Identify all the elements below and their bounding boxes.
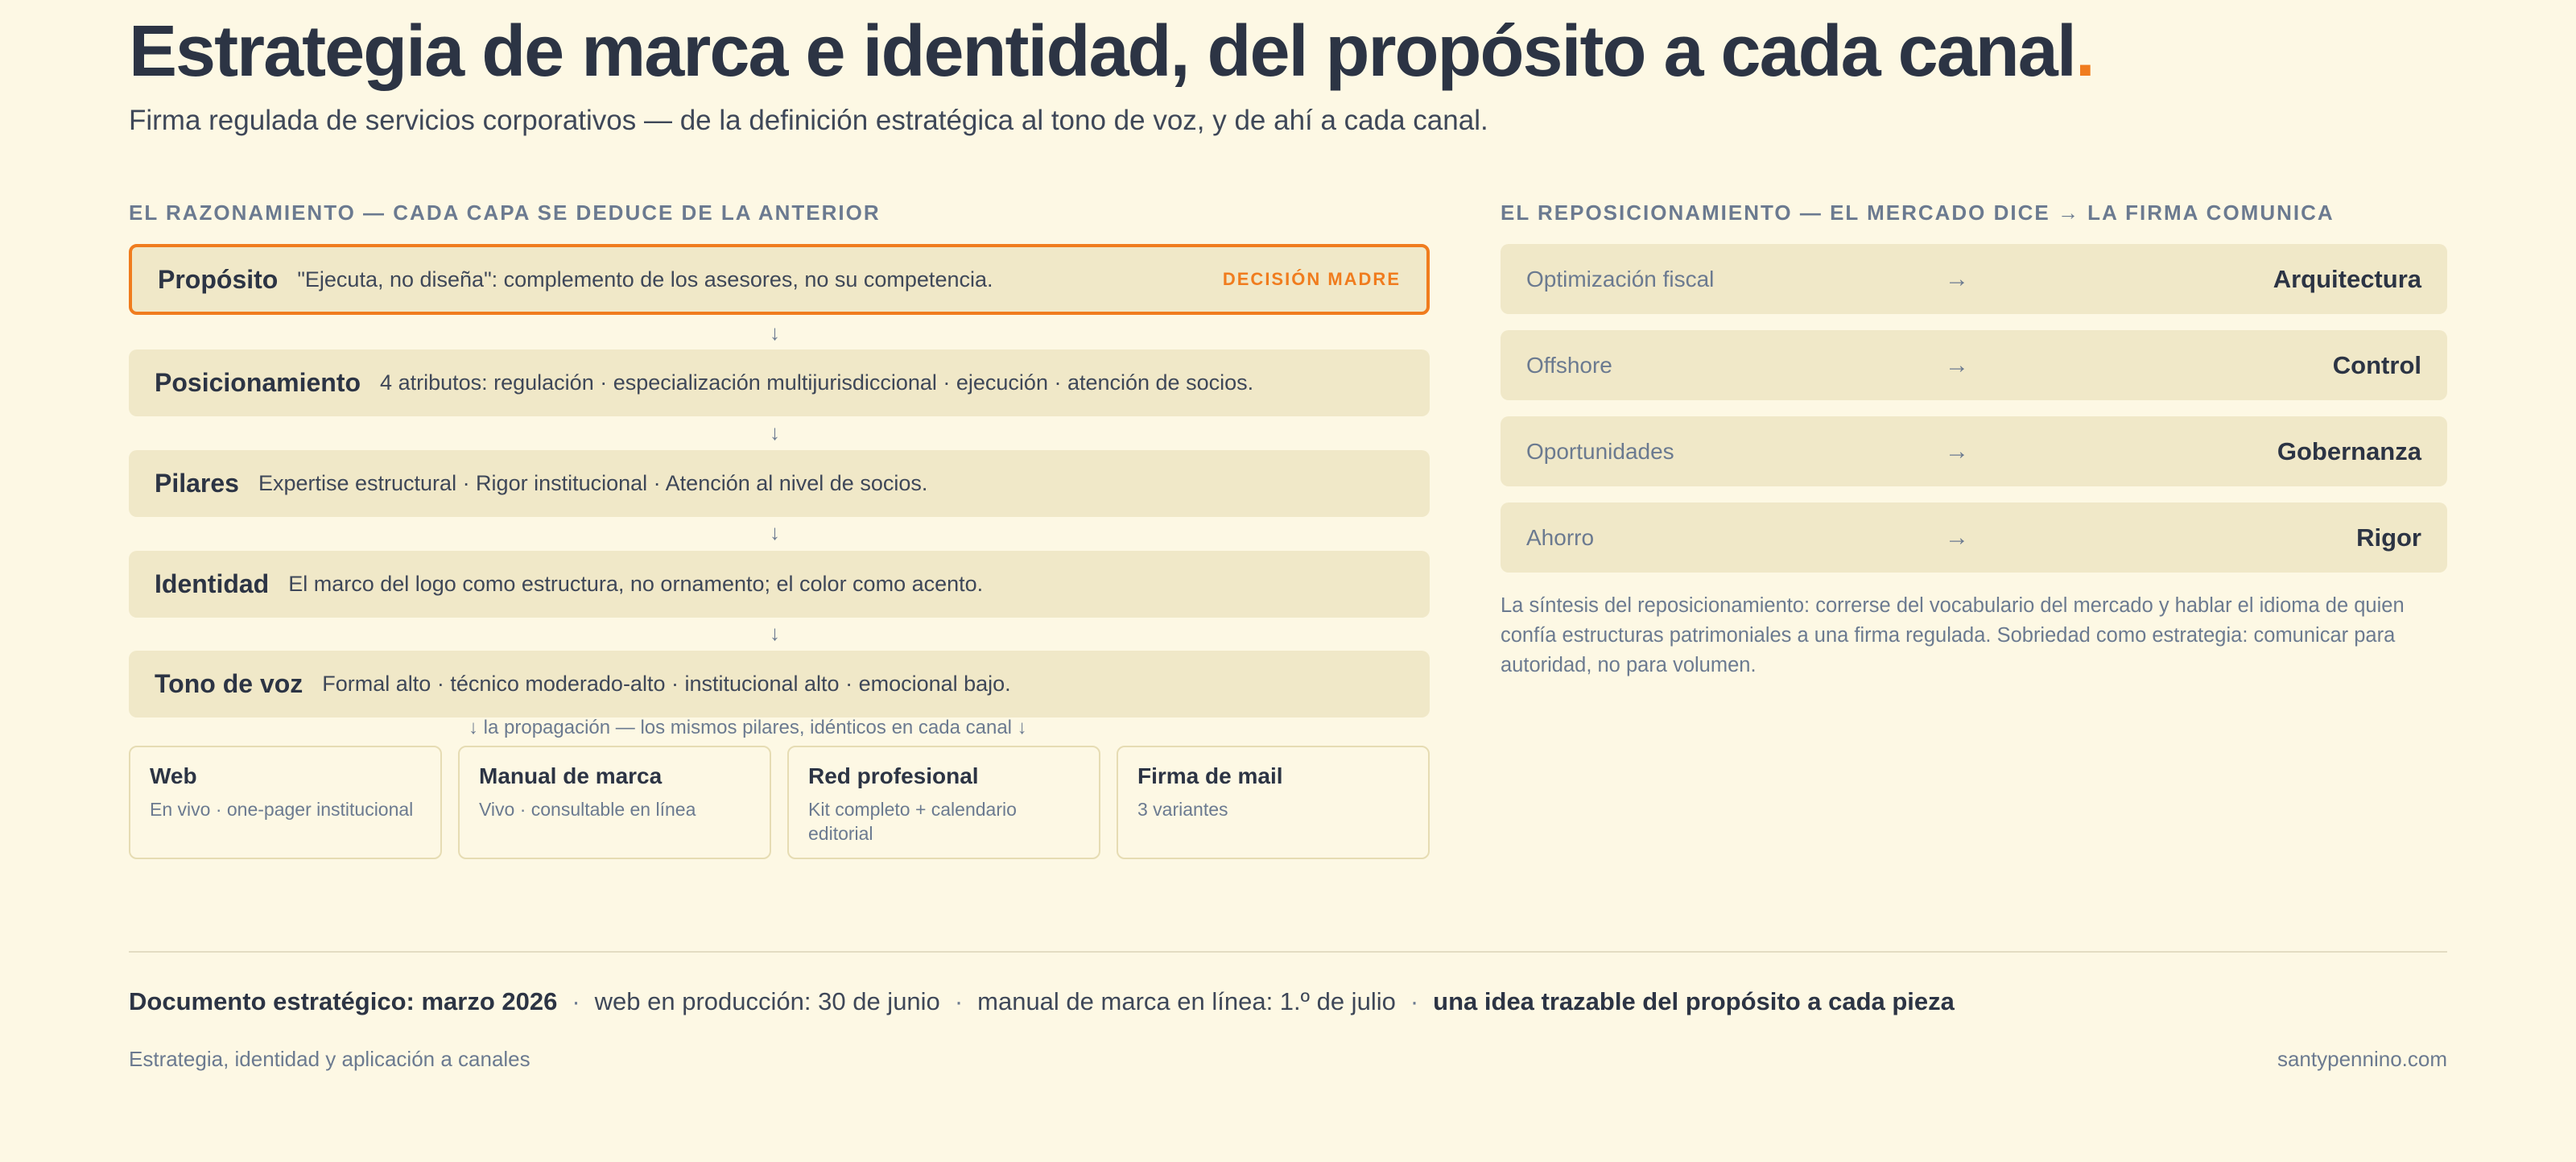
layer-tono-de-voz	[129, 651, 1430, 717]
decision-madre-badge: DECISIÓN MADRE	[1222, 269, 1401, 289]
web-date: web en producción: 30 de junio	[594, 987, 940, 1015]
repositioning-row	[1501, 502, 2447, 573]
firm-term: Arquitectura	[2273, 264, 2421, 293]
market-term: Optimización fiscal	[1526, 266, 1715, 292]
channel-card-web	[129, 746, 442, 859]
layer-desc: Formal alto · técnico moderado-alto · institucional alto · emocional bajo.	[322, 672, 1011, 696]
traceable-idea: una idea trazable del propósito a cada pieza	[1433, 987, 1955, 1015]
layer-name: Pilares	[155, 469, 239, 498]
layer-proposito	[129, 244, 1430, 315]
footer-caption: Estrategia, identidad y aplicación a canales	[129, 1047, 530, 1071]
repositioning-row	[1501, 330, 2447, 400]
right-arrow-icon: →	[1945, 437, 1969, 465]
repositioning-synthesis: La síntesis del reposicionamiento: correrse del vocabulario del mercado y hablar el idioma de quien confía estructuras patrimoniales a una firma regulada. Sobriedad como estrategia: comunicar para autoridad, no para volumen.	[1501, 594, 2405, 676]
channel-card-firma-mail	[1117, 746, 1430, 859]
channel-name: Manual de marca	[479, 763, 663, 788]
channel-name: Firma de mail	[1137, 763, 1283, 788]
market-term: Offshore	[1526, 352, 1612, 378]
layer-desc: El marco del logo como estructura, no ornamento; el color como acento.	[288, 572, 984, 596]
layer-desc: Expertise estructural · Rigor institucional · Atención al nivel de socios.	[258, 471, 928, 495]
firm-term: Rigor	[2356, 523, 2421, 552]
repositioning-row	[1501, 416, 2447, 486]
firm-term: Gobernanza	[2277, 436, 2421, 465]
down-arrow-icon: ↓	[770, 520, 780, 544]
page-title: Estrategia de marca e identidad, del propósito a cada canal.	[129, 11, 2094, 92]
right-arrow-icon: →	[1945, 523, 1969, 551]
layer-name: Identidad	[155, 569, 270, 598]
layer-name: Posicionamiento	[155, 368, 361, 397]
footer-milestones	[129, 987, 1955, 1016]
repositioning-section-label: EL REPOSICIONAMIENTO — EL MERCADO DICE → LA FIRMA COMUNICA	[1501, 201, 2334, 225]
layer-desc: "Ejecuta, no diseña": complemento de los asesores, no su competencia.	[297, 267, 993, 292]
separator: ·	[954, 987, 964, 1015]
manual-date: manual de marca en línea: 1.º de julio	[977, 987, 1396, 1015]
channel-card-manual	[458, 746, 771, 859]
separator: ·	[572, 987, 580, 1015]
doc-date: Documento estratégico: marzo 2026	[129, 987, 558, 1015]
separator: ·	[1410, 987, 1419, 1015]
down-arrow-icon: ↓	[770, 320, 780, 345]
footer-site: santypennino.com	[2277, 1047, 2447, 1071]
propagation-note: ↓ la propagación — los mismos pilares, idénticos en cada canal ↓	[469, 717, 1027, 738]
market-term: Oportunidades	[1526, 438, 1674, 464]
layer-name: Propósito	[158, 264, 279, 294]
down-arrow-icon: ↓	[770, 420, 780, 445]
down-arrow-icon: ↓	[770, 621, 780, 645]
right-arrow-icon: →	[1945, 265, 1969, 292]
layer-pilares	[129, 450, 1430, 517]
channel-desc: 3 variantes	[1137, 799, 1228, 820]
reasoning-section-label: EL RAZONAMIENTO — CADA CAPA SE DEDUCE DE LA ANTERIOR	[129, 201, 881, 225]
layer-desc: 4 atributos: regulación · especialización multijurisdiccional · ejecución · atención de socios.	[380, 370, 1254, 395]
layer-name: Tono de voz	[155, 669, 303, 698]
channel-name: Web	[150, 763, 197, 788]
channel-name: Red profesional	[808, 763, 979, 788]
right-arrow-icon: →	[1945, 351, 1969, 378]
channel-desc: Vivo · consultable en línea	[479, 799, 696, 820]
title-accent-dot: .	[2074, 11, 2094, 92]
channel-desc: En vivo · one-pager institucional	[150, 799, 414, 820]
firm-term: Control	[2332, 350, 2421, 379]
layer-identidad	[129, 551, 1430, 618]
repositioning-row	[1501, 244, 2447, 314]
channel-desc: Kit completo + calendario editorial	[808, 799, 1017, 845]
footer-divider	[129, 951, 2447, 953]
market-term: Ahorro	[1526, 524, 1595, 550]
page-subtitle: Firma regulada de servicios corporativos — de la definición estratégica al tono de voz, y de ahí a cada canal.	[129, 105, 1488, 136]
layer-posicionamiento	[129, 349, 1430, 416]
channel-card-red-profesional	[787, 746, 1100, 859]
